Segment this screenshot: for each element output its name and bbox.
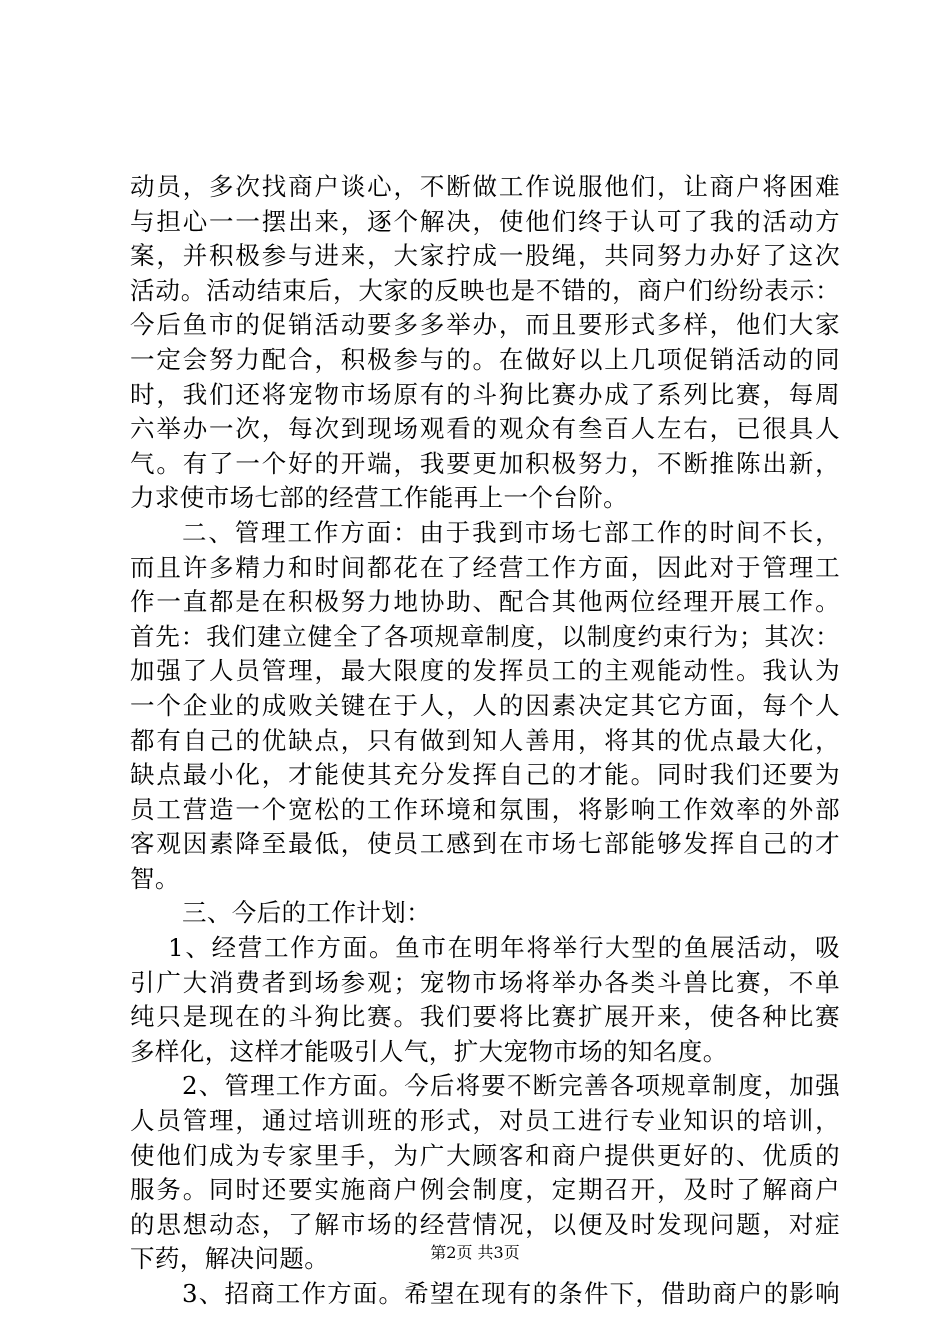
text-line: 的思想动态，了解市场的经营情况，以便及时发现问题，对症: [130, 1209, 840, 1239]
text-line: 人员管理，通过培训班的形式，对员工进行专业知识的培训，: [130, 1106, 840, 1136]
section-heading-management: 二、管理工作方面：由于我到市场七部工作的时间不长，: [182, 517, 840, 547]
plan-item-operations: 1、经营工作方面。鱼市在明年将举行大型的鱼展活动，吸: [168, 933, 840, 963]
text-line: 首先：我们建立健全了各项规章制度，以制度约束行为；其次：: [130, 621, 840, 651]
section-heading-plan: 三、今后的工作计划：: [182, 898, 431, 928]
document-body: [130, 170, 840, 1312]
text-line: 案，并积极参与进来，大家拧成一股绳，共同努力办好了这次: [130, 241, 840, 271]
text-line: 使他们成为专家里手，为广大顾客和商户提供更好的、优质的: [130, 1140, 840, 1170]
text-line: 下药，解决问题。: [130, 1244, 330, 1274]
text-line: 智。: [130, 863, 180, 893]
text-line: 一个企业的成败关键在于人，人的因素决定其它方面，每个人: [130, 690, 840, 720]
plan-item-investment: 3、招商工作方面。希望在现有的条件下，借助商户的影响: [182, 1279, 840, 1308]
text-line: 纯只是现在的斗狗比赛。我们要将比赛扩展开来，使各种比赛: [130, 1002, 840, 1032]
text-line: 引广大消费者到场参观；宠物市场将举办各类斗兽比赛，不单: [130, 967, 840, 997]
text-line: 力求使市场七部的经营工作能再上一个台阶。: [130, 483, 628, 513]
text-line: 客观因素降至最低，使员工感到在市场七部能够发挥自己的才: [130, 829, 840, 859]
text-line: 气。有了一个好的开端，我要更加积极努力，不断推陈出新，: [130, 448, 840, 478]
text-line: 六举办一次，每次到现场观看的观众有叁百人左右，已很具人: [130, 414, 840, 444]
text-line: 与担心一一摆出来，逐个解决，使他们终于认可了我的活动方: [130, 206, 840, 236]
text-line: 今后鱼市的促销活动要多多举办，而且要形式多样，他们大家: [130, 310, 840, 340]
text-line: 服务。同时还要实施商户例会制度，定期召开，及时了解商户: [130, 1175, 840, 1205]
text-line: 动员，多次找商户谈心，不断做工作说服他们，让商户将困难: [130, 172, 840, 201]
text-line: 而且许多精力和时间都花在了经营工作方面，因此对于管理工: [130, 552, 840, 582]
text-line: 多样化，这样才能吸引人气，扩大宠物市场的知名度。: [130, 1036, 728, 1066]
text-line: 一定会努力配合，积极参与的。在做好以上几项促销活动的同: [130, 344, 840, 374]
text-line: 都有自己的优缺点，只有做到知人善用，将其的优点最大化，: [130, 725, 840, 755]
text-line: 作一直都是在积极努力地协助、配合其他两位经理开展工作。: [130, 587, 840, 617]
text-line: 时，我们还将宠物市场原有的斗狗比赛办成了系列比赛，每周: [130, 379, 840, 409]
page-number-footer: 第2页 共3页: [430, 1243, 520, 1262]
text-line: 加强了人员管理，最大限度的发挥员工的主观能动性。我认为: [130, 656, 840, 686]
text-line: 活动。活动结束后，大家的反映也是不错的，商户们纷纷表示：: [130, 275, 840, 305]
text-line: 缺点最小化，才能使其充分发挥自己的才能。同时我们还要为: [130, 760, 840, 790]
plan-item-management: 2、管理工作方面。今后将要不断完善各项规章制度，加强: [182, 1071, 840, 1101]
text-line: 员工营造一个宽松的工作环境和氛围，将影响工作效率的外部: [130, 794, 840, 824]
